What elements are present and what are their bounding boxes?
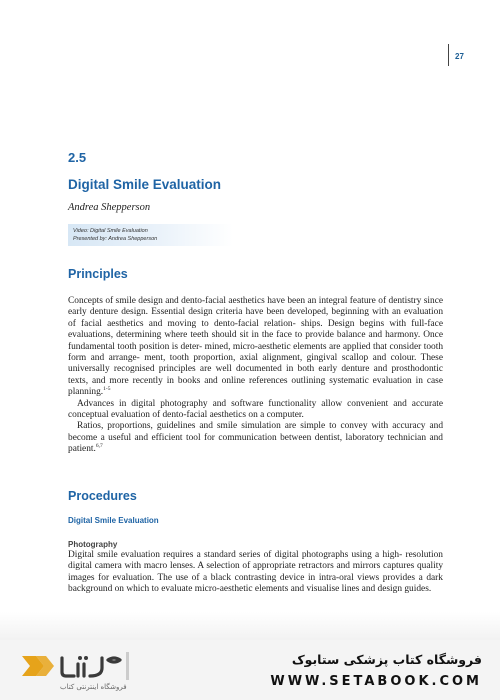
procedures-heading: Procedures: [68, 489, 137, 503]
text-line: beginning with an evaluation of facial aesthetics and moving to dento-facial relation-: [68, 307, 444, 329]
text-line: mined, micro-aesthetic elements are applied that consider tooth form and arrange-: [68, 341, 444, 364]
video-title: Video: Digital Smile Evaluation: [73, 228, 148, 234]
setabook-logo[interactable]: [16, 646, 136, 694]
logo-tagline: فروشگاه اینترنتی کتاب: [60, 683, 127, 691]
video-reference-box[interactable]: [68, 224, 233, 246]
text-line: in case planning.: [68, 375, 443, 398]
citation-ref: 6,7: [95, 443, 103, 450]
principles-paragraph-2: [68, 399, 443, 422]
text-line: the face to provide balance and harmony. Once fundamental tooth position is deter-: [68, 330, 443, 352]
text-line: Advances in digital photography and software functionality allow convenient and: [77, 398, 407, 409]
principles-paragraph-3: [68, 421, 443, 455]
photography-paragraph: [68, 550, 443, 596]
text-line: Digital smile evaluation requires a standard series of digital photographs using a high-: [68, 550, 403, 560]
text-line: ment, tooth proportion, axial alignment, gingival scallop and colour. These universally: [68, 353, 443, 375]
text-line: accurate conceptual evaluation of dento-facial aesthetics on a computer.: [68, 398, 444, 421]
text-line: resolution digital camera with macro lenses. A selection of appropriate retractors and: [68, 550, 443, 572]
photography-heading: Photography: [68, 540, 118, 549]
bottom-fade: [0, 612, 500, 640]
text-line: elements and visualise lines and design guides.: [254, 584, 432, 595]
text-line: Concepts of smile design and dento-facial aesthetics have been an integral feature of: [68, 296, 387, 306]
chapter-title: Digital Smile Evaluation: [68, 177, 222, 192]
text-line: ships. Design begins with full-face evaluations, determining where teeth should sit in: [68, 318, 444, 341]
text-line: texts, and more recently in books and online references outlining systematic evaluation: [68, 375, 412, 386]
text-line: in intra-oral views provides a dark background on which to evaluate micro-aesthetic: [68, 572, 443, 595]
page-number-rule: [448, 44, 464, 66]
text-line: mirrors captures quality images for evaluation. The use of a black contrasting device: [68, 561, 444, 583]
photography-body: [68, 550, 443, 596]
principles-body: [68, 296, 443, 456]
video-presenter: Presented by: Andrea Shepperson: [73, 236, 158, 242]
text-line: recognised principles are well documented in both early denture and prosthodontic: [113, 364, 444, 375]
text-line: dentistry since early denture design. Essential design criteria have been developed,: [68, 296, 444, 318]
principles-paragraph-1: [68, 296, 443, 399]
page-number: 27: [455, 52, 464, 61]
section-number: 2.5: [68, 150, 87, 165]
principles-heading: Principles: [68, 267, 128, 281]
text-line: accuracy and become a useful and efficient tool for communication between dentist,: [68, 421, 444, 443]
text-line: Ratios, proportions, guidelines and smile simulation are simple to convey with: [77, 421, 389, 432]
procedures-subheading: Digital Smile Evaluation: [68, 516, 159, 525]
text-line: laboratory technician and patient.: [68, 432, 443, 455]
store-footer: [0, 640, 500, 700]
store-name: فروشگاه کتاب پزشکی ستابوک: [291, 652, 482, 667]
store-url-link[interactable]: WWW.SETABOOK.COM: [270, 674, 482, 689]
citation-ref: 1-5: [103, 386, 111, 393]
author-name: Andrea Shepperson: [68, 202, 151, 213]
